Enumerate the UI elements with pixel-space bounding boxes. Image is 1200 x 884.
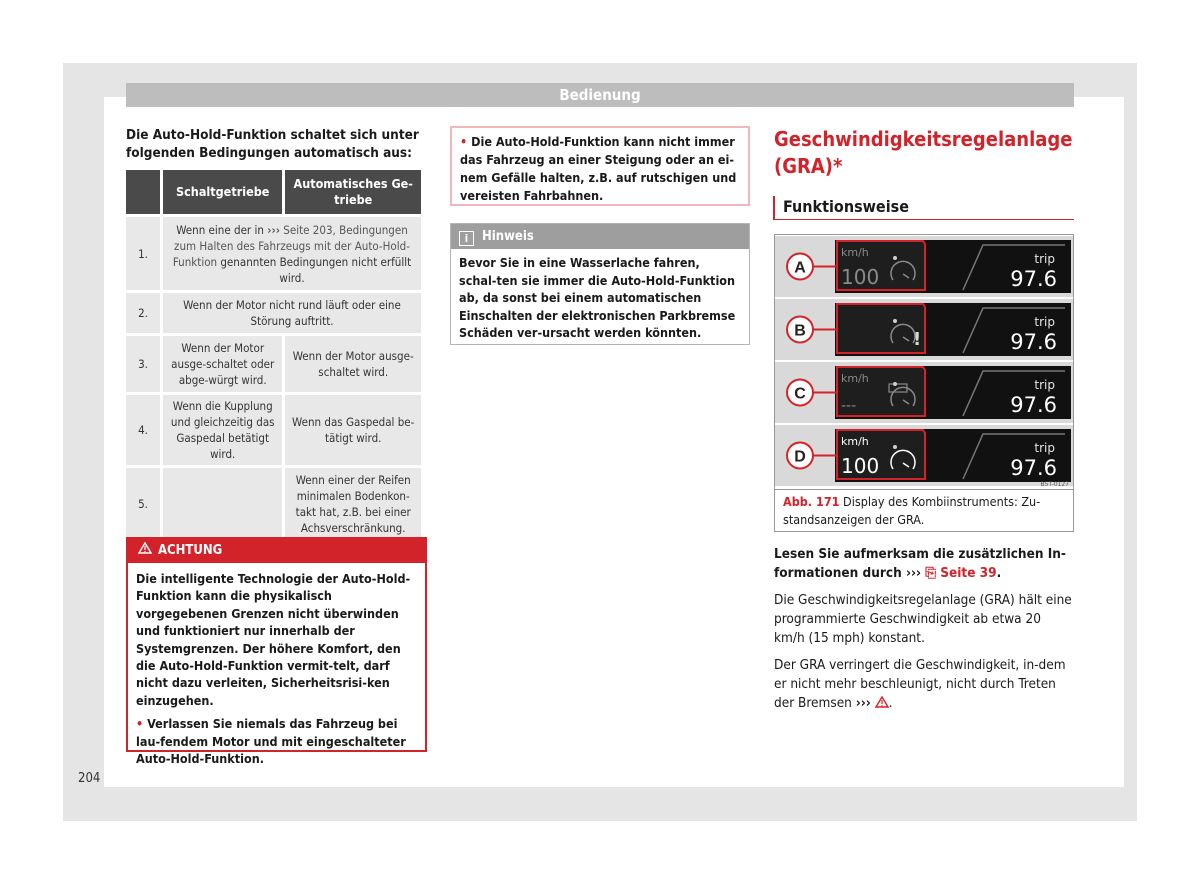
cluster-displays-svg <box>775 235 1073 489</box>
warning-title: ACHTUNG <box>158 543 223 558</box>
trip-value: 97.6 <box>1010 456 1057 480</box>
row-number: 5. <box>126 468 160 540</box>
warning-bullet-item <box>136 715 417 767</box>
indicator-dot <box>893 256 897 260</box>
body-paragraph: Die Geschwindigkeitsregelanlage (GRA) hält eine programmierte Geschwindigkeit ab etwa 20 km/h (15 mph) konstant. <box>774 592 1072 646</box>
header-manual: Schaltgetriebe <box>163 170 282 214</box>
reference-paragraph <box>774 545 1074 583</box>
speed-unit: km/h <box>841 372 869 385</box>
row-text-pre: Wenn eine der in <box>176 222 268 237</box>
page-link[interactable]: Seite 39 <box>940 565 997 581</box>
trip-value: 97.6 <box>1010 330 1057 354</box>
figure-number: Abb. 171 <box>783 494 840 509</box>
body-paragraph <box>774 656 1074 713</box>
subsection-title: Funktionsweise <box>773 196 1074 220</box>
set-speed: --- <box>841 398 857 414</box>
trip-label: trip <box>1034 252 1055 266</box>
figure-caption <box>774 490 1074 532</box>
row-text: Wenn der Motor nicht rund läuft oder eine Störung auftritt. <box>163 293 421 333</box>
set-speed: 100 <box>841 265 880 289</box>
warning-body <box>128 563 425 767</box>
trip-value: 97.6 <box>1010 267 1057 291</box>
hint-box <box>450 223 750 345</box>
warning-box <box>126 537 427 767</box>
callout-label: C <box>794 385 806 403</box>
instrument-cluster-figure <box>774 234 1074 490</box>
hint-title: Hinweis <box>482 229 534 244</box>
warning-exclamation: ! <box>913 329 922 350</box>
link-arrows[interactable]: ››› <box>855 695 871 711</box>
link-arrows[interactable]: ››› <box>267 222 280 237</box>
row-manual: Wenn die Kupplung und gleichzeitig das Gaspedal betätigt wird. <box>163 395 282 465</box>
body-end: . <box>888 695 893 711</box>
intro-text: Die Auto-Hold-Funktion schaltet sich unter folgenden Bedingungen automatisch aus: <box>126 127 419 161</box>
bullet-icon: • <box>460 134 468 149</box>
row-number: 1. <box>126 217 160 290</box>
table-row <box>126 468 421 540</box>
warning-triangle-icon <box>875 695 889 711</box>
body-text: Der GRA verringert die Geschwindigkeit, in-dem er nicht mehr beschleunigt, nicht durch Treten der Bremsen <box>774 657 1066 711</box>
link-arrows[interactable]: ››› <box>905 565 921 581</box>
row-manual: Wenn der Motor ausge-schaltet oder abge-würgt wird. <box>163 336 282 392</box>
table-row <box>126 293 421 333</box>
header-automatic: Automatisches Ge-triebe <box>285 170 421 214</box>
row-automatic: Wenn einer der Reifen minimalen Bodenkon-takt hat, z.B. bei einer Achsverschränkung. <box>285 468 421 540</box>
section-header: Bedienung <box>126 83 1074 107</box>
page-link[interactable]: Seite 203, Bedingungen zum Halten des Fahrzeugs mit der Auto-Hold-Funktion <box>172 222 410 269</box>
caution-note <box>450 126 750 206</box>
table-header-row <box>126 170 421 214</box>
row-text <box>163 217 421 290</box>
row-automatic: Wenn das Gaspedal be-tätigt wird. <box>285 395 421 465</box>
set-speed: 100 <box>841 454 880 478</box>
speed-unit: km/h <box>841 246 869 259</box>
trip-label: trip <box>1034 315 1055 329</box>
hint-text: Bevor Sie in eine Wasserlache fahren, schal-ten sie immer die Auto-Hold-Funktion ab, da sonst bei einem automatischen Einschalten der elektronischen Parkbremse Schäden ver-ursacht werden könnten. <box>459 255 736 340</box>
indicator-dot <box>893 382 897 386</box>
warning-paragraph: Die intelligente Technologie der Auto-Hold-Funktion kann die physikalisch vorgegebenen Grenzen nicht überwinden und funktioniert nur innerhalb der Systemgrenzen. Der höhere Komfort, den die Auto-Hold-Funktion vermit-telt, darf nicht dazu verleiten, Sicherheitsrisi-ken einzugehen. <box>136 571 411 708</box>
row-number: 3. <box>126 336 160 392</box>
row-number: 4. <box>126 395 160 465</box>
table-row <box>126 336 421 392</box>
row-automatic: Wenn der Motor ausge-schaltet wird. <box>285 336 421 392</box>
bullet-icon: • <box>136 716 144 732</box>
reference-end: . <box>996 565 1002 581</box>
caution-note-text: Die Auto-Hold-Funktion kann nicht immer das Fahrzeug an einer Steigung oder an ei-nem Gefälle halten, z.B. auf rutschigen und vereisten Fahrbahnen. <box>460 134 737 203</box>
info-icon: i <box>459 231 474 246</box>
row-number: 2. <box>126 293 160 333</box>
table-row <box>126 395 421 465</box>
indicator-dot <box>893 445 897 449</box>
conditions-table <box>123 167 424 543</box>
book-icon: ⎘ <box>925 565 937 581</box>
trip-label: trip <box>1034 441 1055 455</box>
callout-label: B <box>794 322 806 340</box>
figure-code: B5T-0127 <box>1040 481 1069 488</box>
page-number: 204 <box>78 771 101 786</box>
section-title: Geschwindigkeitsregelanlage (GRA)* <box>774 127 1073 178</box>
callout-label: A <box>794 259 806 277</box>
warning-triangle-icon <box>138 539 152 563</box>
trip-value: 97.6 <box>1010 393 1057 417</box>
trip-label: trip <box>1034 378 1055 392</box>
callout-label: D <box>794 448 806 466</box>
table-row <box>126 217 421 290</box>
speed-unit: km/h <box>841 435 869 448</box>
warning-header <box>128 539 425 563</box>
warning-bullet-text: Verlassen Sie niemals das Fahrzeug bei lau-fendem Motor und mit eingeschalteter Auto-Hold-Funktion. <box>136 716 406 767</box>
reference-text: Lesen Sie aufmerksam die zusätzlichen In-formationen durch <box>774 546 1066 581</box>
header-num <box>126 170 160 214</box>
figure-caption-text: Display des Kombiinstruments: Zu-standsanzeigen der GRA. <box>783 494 1041 527</box>
indicator-dot <box>893 319 897 323</box>
hint-header <box>451 224 749 249</box>
row-manual <box>163 468 282 540</box>
row-text-post: genannten Bedingungen nicht erfüllt wird. <box>217 254 412 285</box>
